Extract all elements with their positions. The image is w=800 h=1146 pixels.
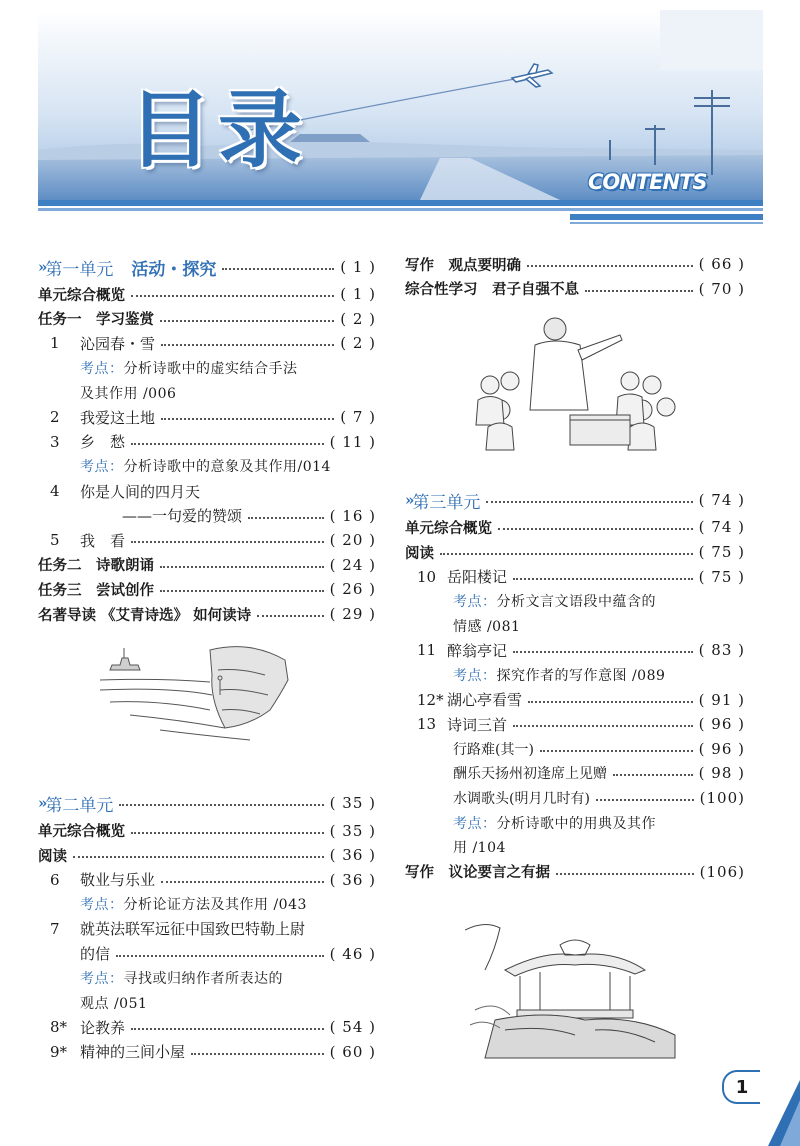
toc-entry-cont[interactable]: 的信 ( 46 ) — [80, 944, 376, 964]
toc-entry[interactable]: 12* 湖心亭看雪 ( 91 ) — [417, 690, 745, 710]
toc-entry-sub[interactable]: 酬乐天扬州初逢席上见赠 ( 98 ) — [453, 764, 745, 783]
toc-entry[interactable]: 单元综合概览 ( 74 ) — [405, 518, 745, 537]
toc-entry[interactable]: 9* 精神的三间小屋 ( 60 ) — [50, 1042, 376, 1062]
double-chevron-icon: » — [38, 258, 44, 276]
page-ref: ( 35 ) — [329, 794, 376, 813]
toc-entry[interactable]: 8* 论教养 ( 54 ) — [50, 1018, 376, 1037]
speaker-audience-illustration — [470, 315, 680, 455]
exam-point-note: 考点： 分析诗歌中的意象及其作用/014 — [80, 459, 331, 476]
toc-entry[interactable]: 3 乡 愁 ( 11 ) — [50, 432, 376, 452]
toc-entry[interactable]: 7 就英法联军远征中国致巴特勒上尉 — [50, 919, 306, 939]
exam-point-note-cont: 情感 /081 — [453, 618, 521, 635]
toc-entry[interactable]: 阅读 ( 36 ) — [38, 846, 376, 865]
double-chevron-icon: » — [38, 794, 44, 813]
landscape-illustration — [0, 0, 800, 230]
toc-entry[interactable]: 任务三 尝试创作 ( 26 ) — [38, 580, 376, 599]
unit-name: 第三单元 — [412, 492, 481, 513]
toc-entry-cont[interactable]: ——一句爱的赞颂 ( 16 ) — [122, 506, 376, 526]
exam-point-note: 考点： 分析论证方法及其作用 /043 — [80, 897, 307, 914]
unit-name: 第二单元 — [45, 795, 114, 816]
toc-entry[interactable]: 任务二 诗歌朗诵 ( 24 ) — [38, 555, 376, 575]
leader-dots — [119, 804, 323, 806]
toc-entry[interactable]: 单元综合概览 ( 35 ) — [38, 821, 376, 841]
toc-entry[interactable]: 5 我 看 ( 20 ) — [50, 531, 376, 550]
toc-entry[interactable]: 6 敬业与乐业 ( 36 ) — [50, 870, 376, 890]
toc-entry[interactable]: 11 醉翁亭记 ( 83 ) — [417, 641, 745, 660]
toc-entry[interactable]: 4 你是人间的四月天 — [50, 482, 201, 501]
seaside-cliff-illustration — [100, 640, 300, 755]
pavilion-illustration — [465, 910, 680, 1060]
toc-entry[interactable]: 写作 议论要言之有据 (106) — [405, 862, 745, 882]
exam-point-note-cont: 用 /104 — [453, 840, 506, 857]
exam-point-note: 考点： 分析诗歌中的用典及其作 — [453, 815, 656, 832]
unit-name: 第一单元 — [45, 259, 114, 280]
toc-entry[interactable]: 综合性学习 君子自强不息 ( 70 ) — [405, 279, 745, 299]
page-number: 1 — [722, 1070, 760, 1104]
unit-1-heading[interactable] — [38, 252, 376, 282]
toc-entry[interactable]: 2 我爱这土地 ( 7 ) — [50, 408, 376, 427]
leader-dots — [222, 268, 334, 270]
page-subtitle: CONTENTS — [588, 170, 707, 194]
exam-point-note-cont: 及其作用 /006 — [80, 385, 177, 402]
toc-entry[interactable]: 任务一 学习鉴赏 ( 2 ) — [38, 309, 376, 329]
exam-point-note: 考点： 分析诗歌中的虚实结合手法 — [80, 361, 298, 378]
unit-2-heading[interactable] — [38, 788, 376, 818]
toc-entry[interactable]: 名著导读 《艾青诗选》 如何读诗 ( 29 ) — [38, 605, 376, 624]
toc-entry[interactable]: 单元综合概览 ( 1 ) — [38, 285, 376, 304]
toc-entry-sub[interactable]: 水调歌头(明月几时有) (100) — [453, 789, 745, 808]
header-banner — [0, 0, 800, 230]
exam-point-note: 考点： 分析文言文语段中蕴含的 — [453, 594, 656, 611]
page-ref: ( 74 ) — [698, 491, 745, 510]
page-title: 目录 — [128, 81, 309, 179]
double-chevron-icon: » — [405, 491, 411, 510]
unit-3-heading[interactable] — [405, 485, 745, 515]
page-ref: ( 1 ) — [340, 258, 376, 276]
toc-entry-sub[interactable]: 行路难(其一) ( 96 ) — [453, 739, 745, 758]
toc-entry[interactable]: 1 沁园春・雪 ( 2 ) — [50, 334, 376, 353]
exam-point-note-cont: 观点 /051 — [80, 995, 148, 1012]
toc-entry[interactable]: 阅读 ( 75 ) — [405, 543, 745, 562]
toc-entry[interactable]: 10 岳阳楼记 ( 75 ) — [417, 567, 745, 587]
exam-point-note: 考点： 寻找或归纳作者所表达的 — [80, 971, 283, 988]
toc-entry[interactable]: 13 诗词三首 ( 96 ) — [417, 715, 745, 734]
exam-point-note: 考点： 探究作者的写作意图 /089 — [453, 668, 666, 685]
unit-theme: 活动・探究 — [131, 259, 217, 280]
toc-entry[interactable]: 写作 观点要明确 ( 66 ) — [405, 255, 745, 274]
leader-dots — [486, 501, 692, 503]
